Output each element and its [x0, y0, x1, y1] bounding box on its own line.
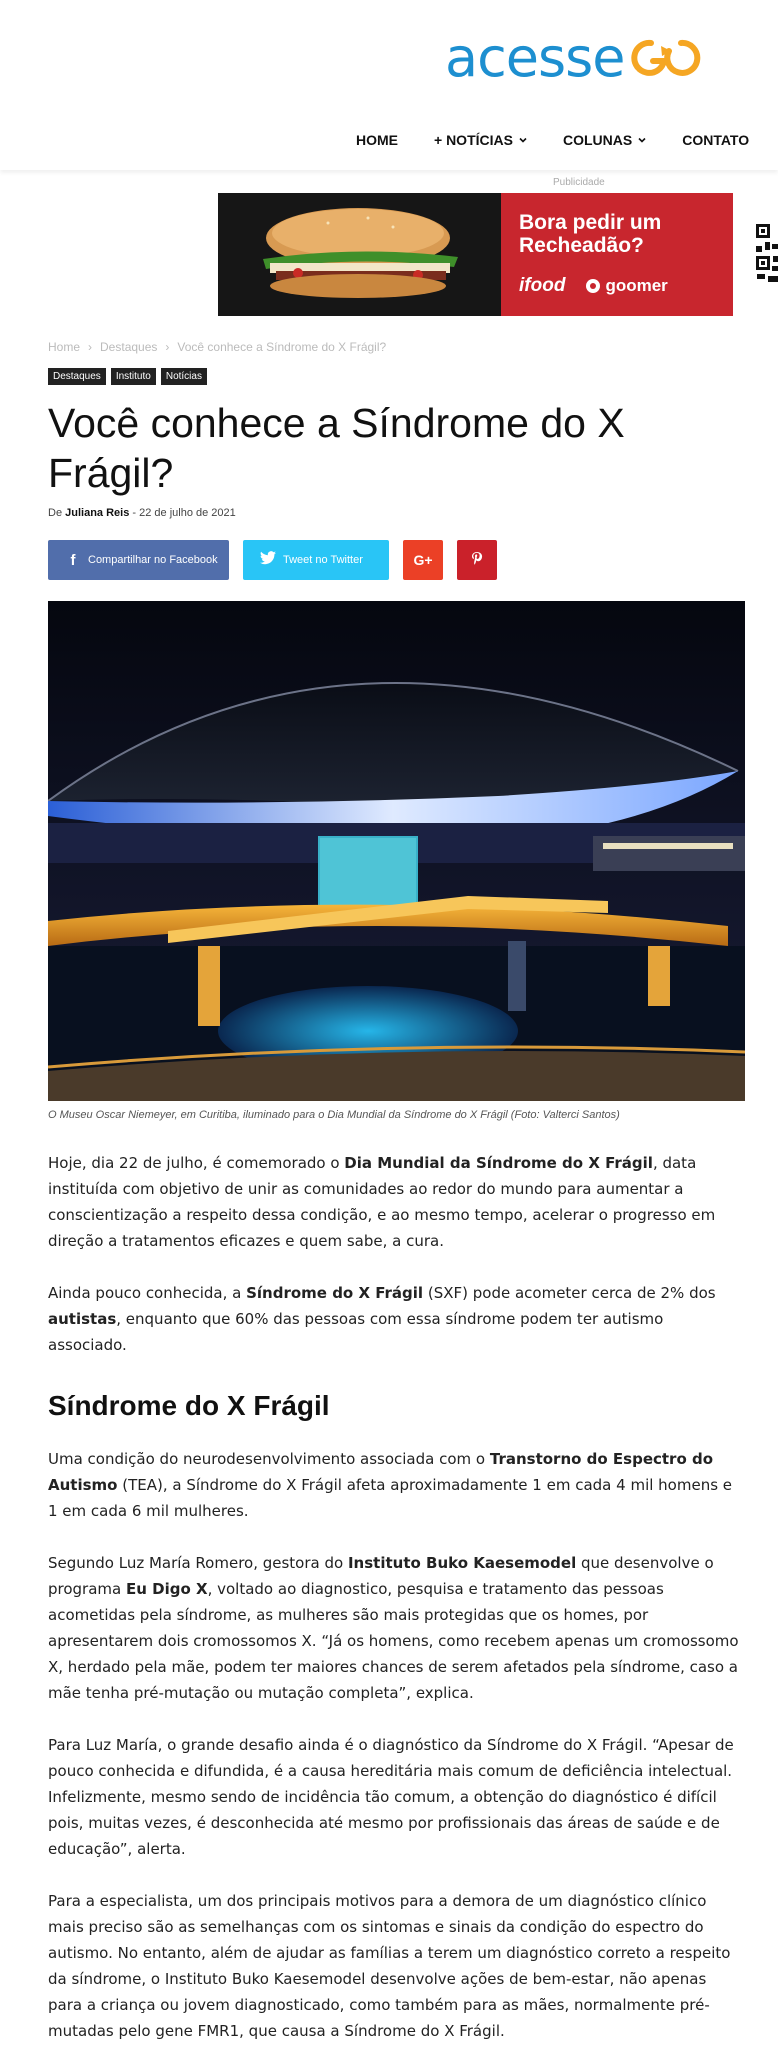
text-run: Uma condição do neurodesenvolvimento associada com o [48, 1450, 490, 1468]
photo-caption: O Museu Oscar Niemeyer, em Curitiba, iluminado para o Dia Mundial da Síndrome do X Frágil (Foto: Valterci Santos) [48, 1109, 620, 1121]
byline-separator: - [132, 507, 137, 519]
nav-item-home[interactable] [338, 132, 416, 148]
text-run-bold: Eu Digo X [126, 1580, 208, 1598]
text-run-bold: autistas [48, 1310, 117, 1328]
nav-label: COLUNAS [562, 132, 633, 148]
article-paragraph [48, 1550, 745, 1706]
text-run: Segundo Luz María Romero, gestora do [48, 1554, 348, 1572]
ad-headline-line: Bora pedir um [519, 211, 662, 234]
site-header [0, 0, 778, 170]
article-paragraph: Para a especialista, um dos principais motivos para a demora de um diagnóstico clínico mais preciso são as semelhanças com os sintomas e sinais da condição do espectro do autismo. No entanto, além de ajudar as famílias a terem um diagnóstico correto a respeito da síndrome, o Instituto Buko Kaesemodel desenvolve ações de bem-estar, não apenas para a criança ou jovem diagnosticado, como também para as mães, normalmente pré-mutadas pelo gene FMR1, que causa a Síndrome do X Frágil. [48, 1892, 731, 2040]
tag-destaques[interactable]: Destaques [48, 368, 106, 385]
breadcrumb-destaques[interactable]: Destaques [100, 340, 158, 354]
facebook-icon: f [70, 551, 76, 569]
text-run: Hoje, dia 22 de julho, é comemorado o [48, 1154, 345, 1172]
text-run-bold: Dia Mundial da Síndrome do X Frágil [344, 1154, 653, 1172]
text-run: (SXF) pode acometer cerca de 2% dos [423, 1284, 716, 1302]
twitter-icon [253, 551, 283, 569]
site-logo[interactable] [445, 28, 701, 88]
ad-label: Publicidade [553, 177, 605, 188]
logo-go-icon [631, 35, 701, 81]
pinterest-icon [471, 552, 483, 568]
main-nav [338, 132, 767, 148]
ad-sandwich-image [218, 193, 501, 316]
nav-item-colunas[interactable] [545, 132, 664, 148]
tag-noticias[interactable]: Notícias [161, 368, 207, 385]
article-byline [48, 507, 236, 519]
goomer-icon [585, 278, 601, 294]
logo-text: acesse [445, 26, 625, 89]
article-subheading: Síndrome do X Frágil [48, 1390, 330, 1421]
breadcrumb [48, 340, 386, 354]
text-run-bold: Transtorno do Espectro do Autismo [48, 1450, 714, 1494]
category-tags [48, 368, 207, 385]
text-run: Ainda pouco conhecida, a [48, 1284, 247, 1302]
share-buttons [48, 540, 497, 580]
ad-headline-line: Recheadão? [519, 234, 644, 257]
ad-banner[interactable] [218, 193, 733, 316]
article-paragraph: Para Luz María, o grande desafio ainda é o diagnóstico da Síndrome do X Frágil. “Apesar de pouco conhecida e difundida, é a causa hereditária mais comum de deficiência intelectual. Infelizmente, mesmo sendo de incidência tão comum, a obtenção do diagnóstico é difícil pois, muitas vezes, é desconhecida até mesmo por profissionais das áreas de saúde e de educação”, alerta. [48, 1736, 734, 1858]
breadcrumb-separator: › [88, 340, 93, 354]
tag-instituto[interactable]: Instituto [111, 368, 156, 385]
article-photo[interactable] [48, 601, 745, 1101]
ifood-logo: ifood [519, 275, 566, 296]
breadcrumb-separator: › [165, 340, 170, 354]
goomer-logo [585, 276, 667, 296]
share-facebook-button[interactable] [48, 540, 229, 580]
article-paragraph [48, 1150, 745, 1254]
text-run: (TEA), a Síndrome do X Frágil afeta aproximadamente 1 em cada 4 mil homens e 1 em cada 6 mil mulheres. [48, 1476, 733, 1520]
text-run-bold: Síndrome do X Frágil [246, 1284, 424, 1302]
museum-photo-image [48, 601, 745, 1101]
chevron-down-icon [638, 136, 646, 144]
text-run: que desenvolve o programa [48, 1554, 714, 1598]
byline-prefix: De [48, 507, 63, 519]
nav-label: HOME [356, 132, 398, 148]
author-link[interactable]: Juliana Reis [65, 507, 130, 519]
qr-code-icon [755, 222, 778, 286]
nav-label: CONTATO [682, 132, 750, 148]
nav-item-contato[interactable] [664, 132, 767, 148]
breadcrumb-home[interactable]: Home [48, 340, 81, 354]
share-facebook-label: Compartilhar no Facebook [88, 554, 218, 566]
goomer-text: goomer [605, 276, 668, 295]
chevron-down-icon [519, 136, 527, 144]
article-date: 22 de julho de 2021 [139, 507, 236, 519]
text-run: , enquanto que 60% das pessoas com essa síndrome podem ter autismo associado. [48, 1310, 664, 1354]
text-run: , data instituída com objetivo de unir as comunidades ao redor do mundo para aumentar a conscientização a respeito dessa condição, e ao mesmo tempo, acelerar o progresso em direção a tratamentos eficazes e quem sabe, a cura. [48, 1154, 716, 1250]
googleplus-icon: G+ [413, 552, 433, 568]
ad-headline [519, 211, 661, 257]
article-paragraph [48, 1280, 745, 1358]
share-pinterest-button[interactable] [457, 540, 497, 580]
breadcrumb-current[interactable]: Você conhece a Síndrome do X Frágil? [177, 340, 387, 354]
share-twitter-button[interactable] [243, 540, 389, 580]
article-paragraph [48, 1446, 745, 1524]
text-run: , voltado ao diagnostico, pesquisa e tratamento das pessoas acometidas pela síndrome, as mulheres são mais protegidas que os homes, por apresentarem dois cromossomos X. “Já os homens, como recebem apenas um cromossomo X, herdado pela mãe, podem ter maiores chances de serem afetados pela síndrome, caso a mãe tenha pré-mutação ou mutação completa”, explica. [48, 1580, 739, 1702]
text-run-bold: Instituto Buko Kaesemodel [347, 1554, 577, 1572]
share-twitter-label: Tweet no Twitter [283, 554, 363, 566]
nav-label: + NOTÍCIAS [434, 132, 513, 148]
share-googleplus-button[interactable] [403, 540, 443, 580]
article-title: Você conhece a Síndrome do X Frágil? [48, 400, 625, 496]
nav-item-noticias[interactable] [416, 132, 545, 148]
ad-brands [519, 275, 668, 297]
ad-promo [501, 193, 733, 316]
